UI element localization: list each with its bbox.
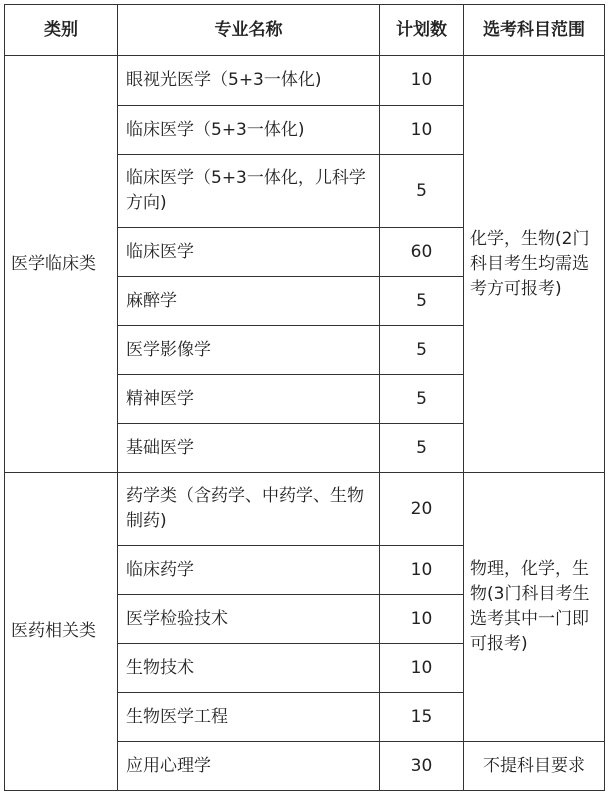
plan-cell: 15 <box>380 693 464 742</box>
header-plan: 计划数 <box>380 5 464 56</box>
major-cell: 临床药学 <box>118 546 380 595</box>
plan-cell: 10 <box>380 546 464 595</box>
major-cell: 精神医学 <box>118 375 380 424</box>
major-cell: 临床医学 <box>118 228 380 277</box>
major-cell: 应用心理学 <box>118 742 380 791</box>
table-row <box>5 56 605 106</box>
plan-cell: 10 <box>380 106 464 155</box>
plan-cell: 5 <box>380 375 464 424</box>
plan-cell: 10 <box>380 56 464 106</box>
major-cell: 基础医学 <box>118 424 380 473</box>
major-cell: 临床医学（5+3一体化) <box>118 106 380 155</box>
plan-cell: 30 <box>380 742 464 791</box>
plan-cell: 10 <box>380 644 464 693</box>
major-cell: 眼视光医学（5+3一体化) <box>118 56 380 106</box>
table-row <box>5 473 605 546</box>
subjects-cell: 化学，生物(2门科目考生均需选考方可报考) <box>464 56 605 473</box>
major-cell: 临床医学（5+3一体化，儿科学方向) <box>118 155 380 228</box>
major-cell: 医学影像学 <box>118 326 380 375</box>
header-row <box>5 5 605 56</box>
category-cell: 医药相关类 <box>5 473 118 791</box>
plan-cell: 60 <box>380 228 464 277</box>
header-subjects: 选考科目范围 <box>464 5 605 56</box>
plan-cell: 5 <box>380 155 464 228</box>
major-cell: 药学类（含药学、中药学、生物制药) <box>118 473 380 546</box>
major-cell: 医学检验技术 <box>118 595 380 644</box>
subjects-cell: 不提科目要求 <box>464 742 605 791</box>
major-cell: 麻醉学 <box>118 277 380 326</box>
plan-cell: 5 <box>380 424 464 473</box>
plan-cell: 10 <box>380 595 464 644</box>
plan-cell: 20 <box>380 473 464 546</box>
header-category: 类别 <box>5 5 118 56</box>
category-cell: 医学临床类 <box>5 56 118 473</box>
subjects-cell: 物理，化学，生物(3门科目考生选考其中一门即可报考) <box>464 473 605 742</box>
header-major: 专业名称 <box>118 5 380 56</box>
major-cell: 生物技术 <box>118 644 380 693</box>
major-cell: 生物医学工程 <box>118 693 380 742</box>
enrollment-plan-table <box>4 4 605 791</box>
plan-cell: 5 <box>380 277 464 326</box>
plan-cell: 5 <box>380 326 464 375</box>
